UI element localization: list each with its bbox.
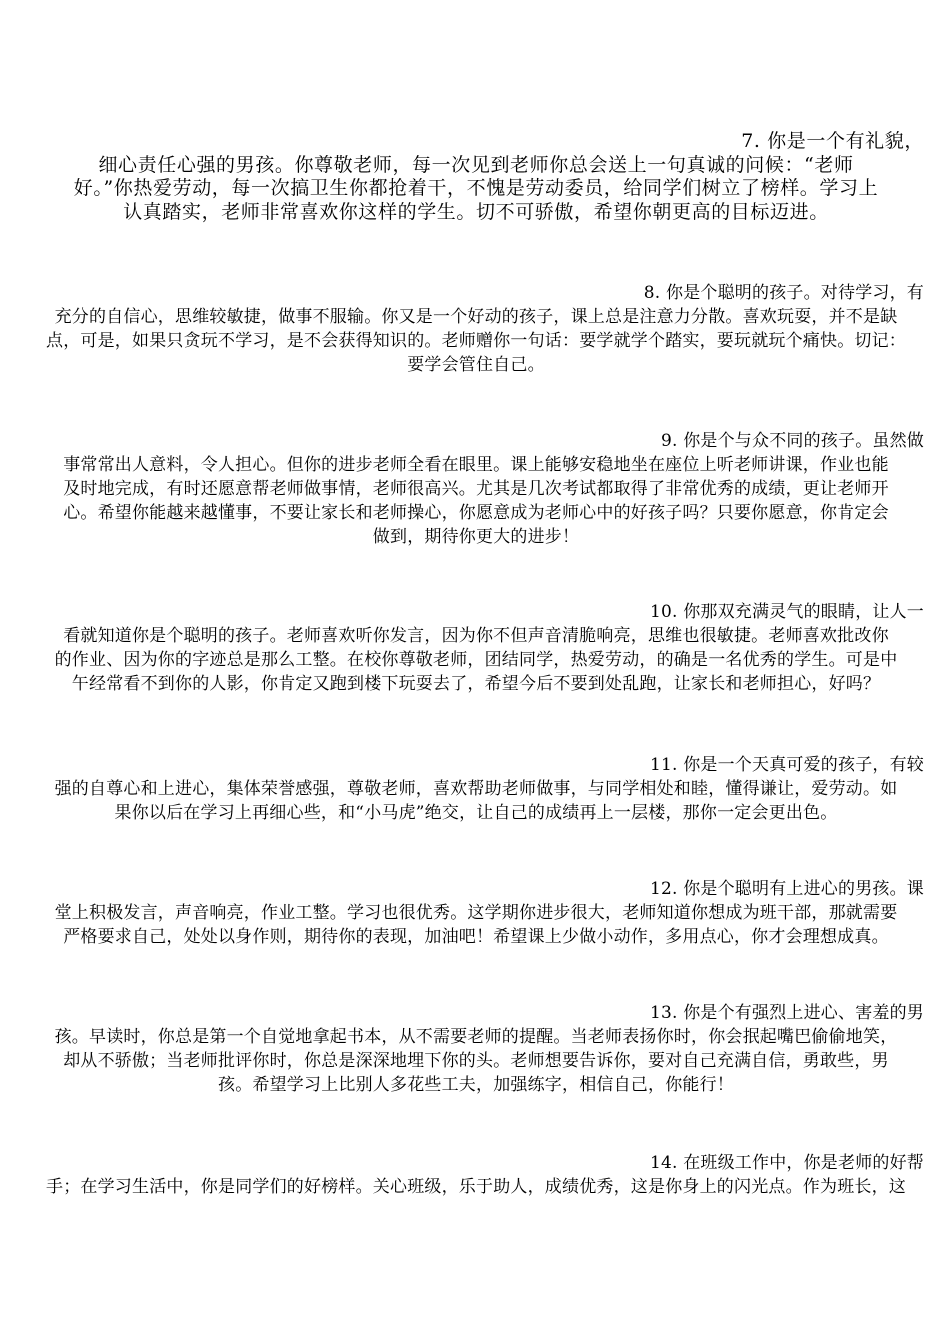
comment-line: 孩。早读时，你总是第一个自觉地拿起书本，从不需要老师的提醒。当老师表扬你时，你会抿起嘴巴偷偷地笑， — [54, 1027, 898, 1047]
comment-10 — [28, 600, 924, 696]
comment-line: 及时地完成，有时还愿意帮老师做事情，老师很高兴。尤其是几次考试都取得了非常优秀的成绩，更让老师开 — [63, 479, 889, 499]
comment-line: 14. 在班级工作中，你是老师的好帮 — [649, 1153, 924, 1173]
comment-9 — [28, 429, 924, 549]
comment-line: 9. 你是个与众不同的孩子。虽然做 — [660, 431, 924, 451]
comment-line: 强的自尊心和上进心，集体荣誉感强，尊敬老师，喜欢帮助老师做事，与同学相处和睦，懂得谦让，爱劳动。如 — [54, 779, 898, 799]
comment-line: 却从不骄傲；当老师批评你时，你总是深深地埋下你的头。老师想要告诉你，要对自己充满自信，勇敢些，男 — [63, 1051, 889, 1071]
comment-line: 认真踏实，老师非常喜欢你这样的学生。切不可骄傲，希望你朝更高的目标迈进。 — [123, 200, 829, 223]
comment-line: 点，可是，如果只贪玩不学习，是不会获得知识的。老师赠你一句话：要学就学个踏实，要玩就玩个痛快。切记： — [46, 331, 906, 351]
comment-line: 13. 你是个有强烈上进心、害羞的男 — [649, 1003, 924, 1023]
comment-line: 堂上积极发言，声音响亮，作业工整。学习也很优秀。这学期你进步很大，老师知道你想成为班干部，那就需要 — [54, 903, 898, 923]
comment-line: 看就知道你是个聪明的孩子。老师喜欢听你发言，因为你不但声音清脆响亮，思维也很敏捷。老师喜欢批改你 — [63, 626, 889, 646]
comment-line: 好。”你热爱劳动，每一次搞卫生你都抢着干，不愧是劳动委员，给同学们树立了榜样。学习上 — [73, 177, 879, 199]
comment-12 — [28, 877, 924, 949]
comment-line: 细心责任心强的男孩。你尊敬老师，每一次见到老师你总会送上一句真诚的问候：“老师 — [98, 153, 854, 176]
comment-line: 午经常看不到你的人影，你肯定又跑到楼下玩耍去了，希望今后不要到处乱跑，让家长和老师担心，好吗？ — [71, 674, 881, 694]
comment-8 — [28, 281, 924, 377]
comment-line: 做到，期待你更大的进步！ — [372, 527, 580, 547]
comment-13 — [28, 1001, 924, 1097]
comment-14 — [28, 1151, 924, 1199]
comment-line: 心。希望你能越来越懂事，不要让家长和老师操心，你愿意成为老师心中的好孩子吗？只要你愿意，你肯定会 — [63, 503, 889, 523]
comment-line: 充分的自信心，思维较敏捷，做事不服输。你又是一个好动的孩子，课上总是注意力分散。喜欢玩耍，并不是缺 — [54, 307, 898, 327]
comment-line: 的作业、因为你的字迹总是那么工整。在校你尊敬老师，团结同学，热爱劳动，的确是一名优秀的学生。可是中 — [54, 650, 898, 670]
comment-line: 7. 你是一个有礼貌， — [741, 130, 924, 152]
comment-line: 事常常出人意料，令人担心。但你的进步老师全看在眼里。课上能够安稳地坐在座位上听老师讲课，作业也能 — [63, 455, 889, 475]
comment-line: 11. 你是一个天真可爱的孩子，有较 — [649, 755, 924, 775]
comment-line: 12. 你是个聪明有上进心的男孩。课 — [649, 879, 924, 899]
comment-line: 严格要求自己，处处以身作则，期待你的表现，加油吧！希望课上少做小动作，多用点心，你才会理想成真。 — [63, 927, 889, 947]
comment-11 — [28, 753, 924, 825]
comment-line: 果你以后在学习上再细心些，和“小马虎”绝交，让自己的成绩再上一层楼，那你一定会更出色。 — [114, 803, 838, 823]
comment-line: 要学会管住自己。 — [407, 355, 545, 375]
comment-line: 手；在学习生活中，你是同学们的好榜样。关心班级，乐于助人，成绩优秀，这是你身上的闪光点。作为班长，这 — [46, 1177, 906, 1197]
comment-line: 8. 你是个聪明的孩子。对待学习，有 — [643, 283, 924, 303]
comment-line: 孩。希望学习上比别人多花些工夫，加强练字，相信自己，你能行！ — [218, 1075, 734, 1095]
comment-7 — [28, 130, 924, 224]
comment-line: 10. 你那双充满灵气的眼睛，让人一 — [649, 602, 924, 622]
